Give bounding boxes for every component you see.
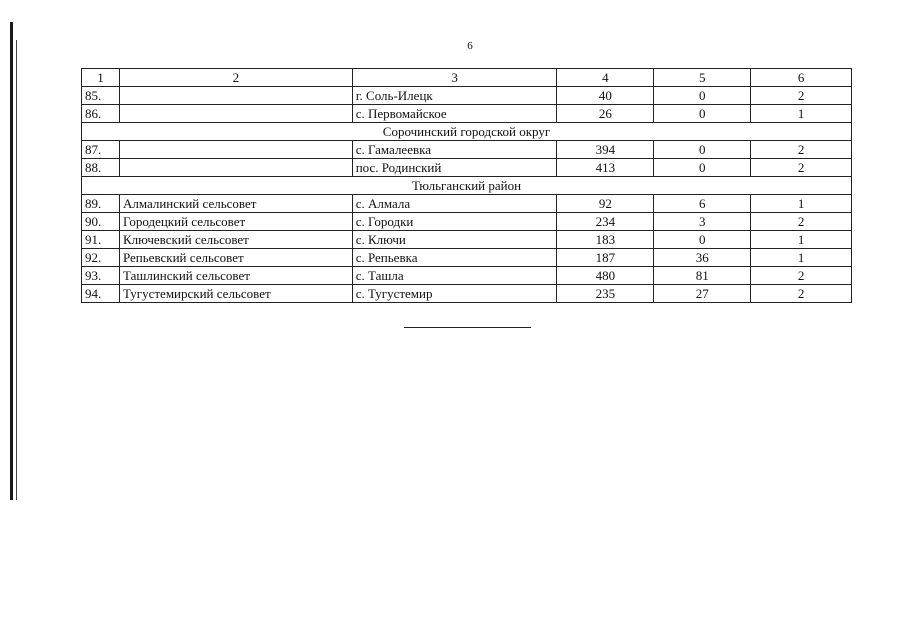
council-cell	[119, 141, 352, 159]
table-header-row	[82, 69, 852, 87]
council-cell	[119, 159, 352, 177]
column-6-cell: 1	[751, 249, 852, 267]
table-row	[82, 195, 852, 213]
page-number: 6	[467, 40, 473, 52]
locality-cell: с. Ключи	[352, 231, 557, 249]
row-number-cell: 93.	[82, 267, 120, 285]
column-5-cell: 6	[654, 195, 751, 213]
locality-cell: с. Репьевка	[352, 249, 557, 267]
row-number-cell: 91.	[82, 231, 120, 249]
column-4-cell: 413	[557, 159, 654, 177]
section-title: Тюльганский район	[82, 177, 852, 195]
row-number-cell: 90.	[82, 213, 120, 231]
column-5-cell: 27	[654, 285, 751, 303]
table-row	[82, 249, 852, 267]
locality-cell: с. Тугустемир	[352, 285, 557, 303]
column-4-cell: 235	[557, 285, 654, 303]
column-6-cell: 2	[751, 87, 852, 105]
row-number-cell: 85.	[82, 87, 120, 105]
column-6-cell: 2	[751, 213, 852, 231]
column-4-cell: 480	[557, 267, 654, 285]
locality-cell: с. Ташла	[352, 267, 557, 285]
row-number-cell: 89.	[82, 195, 120, 213]
column-6-cell: 1	[751, 105, 852, 123]
column-6-cell: 2	[751, 159, 852, 177]
table-row	[82, 159, 852, 177]
council-cell: Тугустемирский сельсовет	[119, 285, 352, 303]
closing-divider-line	[404, 327, 531, 328]
row-number-cell: 87.	[82, 141, 120, 159]
locality-cell: г. Соль-Илецк	[352, 87, 557, 105]
council-cell: Ключевский сельсовет	[119, 231, 352, 249]
column-4-cell: 92	[557, 195, 654, 213]
section-title-row	[82, 123, 852, 141]
section-title-row	[82, 177, 852, 195]
table-row	[82, 141, 852, 159]
council-cell	[119, 87, 352, 105]
column-5-cell: 0	[654, 105, 751, 123]
column-header-1: 1	[82, 69, 120, 87]
column-5-cell: 81	[654, 267, 751, 285]
column-5-cell: 36	[654, 249, 751, 267]
council-cell: Городецкий сельсовет	[119, 213, 352, 231]
settlements-table	[81, 68, 852, 303]
column-5-cell: 3	[654, 213, 751, 231]
row-number-cell: 92.	[82, 249, 120, 267]
scan-left-edge-shadow	[10, 22, 13, 500]
row-number-cell: 88.	[82, 159, 120, 177]
column-4-cell: 234	[557, 213, 654, 231]
column-4-cell: 394	[557, 141, 654, 159]
column-4-cell: 183	[557, 231, 654, 249]
table-row	[82, 105, 852, 123]
locality-cell: пос. Родинский	[352, 159, 557, 177]
scan-left-edge-line	[16, 40, 17, 500]
table-row	[82, 285, 852, 303]
column-header-2: 2	[119, 69, 352, 87]
row-number-cell: 86.	[82, 105, 120, 123]
column-header-6: 6	[751, 69, 852, 87]
column-5-cell: 0	[654, 87, 751, 105]
column-6-cell: 2	[751, 141, 852, 159]
column-6-cell: 1	[751, 195, 852, 213]
column-header-4: 4	[557, 69, 654, 87]
locality-cell: с. Первомайское	[352, 105, 557, 123]
column-5-cell: 0	[654, 159, 751, 177]
column-6-cell: 1	[751, 231, 852, 249]
council-cell	[119, 105, 352, 123]
table-body	[82, 69, 852, 303]
locality-cell: с. Гамалеевка	[352, 141, 557, 159]
locality-cell: с. Алмала	[352, 195, 557, 213]
row-number-cell: 94.	[82, 285, 120, 303]
column-6-cell: 2	[751, 285, 852, 303]
column-4-cell: 26	[557, 105, 654, 123]
locality-cell: с. Городки	[352, 213, 557, 231]
column-header-5: 5	[654, 69, 751, 87]
column-6-cell: 2	[751, 267, 852, 285]
table-row	[82, 267, 852, 285]
council-cell: Алмалинский сельсовет	[119, 195, 352, 213]
section-title: Сорочинский городской округ	[82, 123, 852, 141]
council-cell: Репьевский сельсовет	[119, 249, 352, 267]
column-header-3: 3	[352, 69, 557, 87]
table-row	[82, 213, 852, 231]
column-4-cell: 187	[557, 249, 654, 267]
column-4-cell: 40	[557, 87, 654, 105]
column-5-cell: 0	[654, 231, 751, 249]
table-row	[82, 231, 852, 249]
council-cell: Ташлинский сельсовет	[119, 267, 352, 285]
table-row	[82, 87, 852, 105]
column-5-cell: 0	[654, 141, 751, 159]
